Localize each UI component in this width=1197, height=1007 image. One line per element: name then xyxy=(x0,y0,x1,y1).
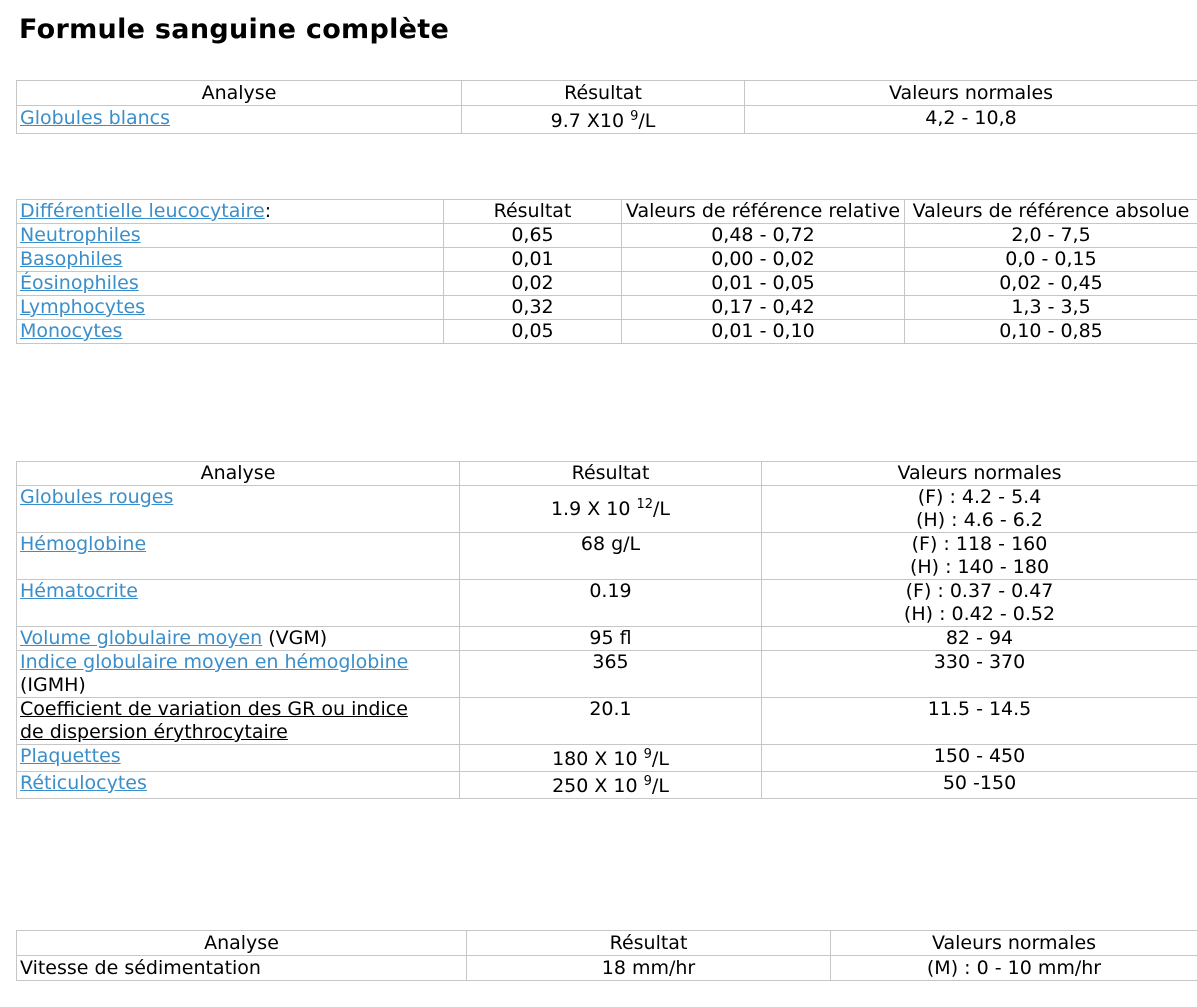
result-cell xyxy=(460,745,762,772)
table-row xyxy=(17,272,1197,296)
result-suffix: /L xyxy=(651,748,669,770)
header-valeurs-normales: Valeurs normales xyxy=(745,81,1197,106)
normal-cell: (M) : 0 - 10 mm/hr xyxy=(831,956,1197,981)
differentielle-leucocytaire-link[interactable]: Différentielle leucocytaire xyxy=(20,200,265,222)
result-cell: 95 fl xyxy=(460,627,762,651)
result-prefix: 180 X 10 xyxy=(552,748,644,770)
normal-cell: 330 - 370 xyxy=(762,651,1197,698)
absolute-cell: 0,02 - 0,45 xyxy=(905,272,1197,296)
table-row xyxy=(17,248,1197,272)
normal-cell: 50 -150 xyxy=(762,772,1197,799)
result-exponent: 9 xyxy=(630,109,639,124)
result-suffix: /L xyxy=(651,775,669,797)
result-cell: 0,05 xyxy=(444,320,622,344)
normal-male: (H) : 4.6 - 6.2 xyxy=(916,509,1043,531)
eosinophiles-link[interactable]: Éosinophiles xyxy=(20,272,139,294)
table-header-row xyxy=(17,462,1197,486)
basophiles-link[interactable]: Basophiles xyxy=(20,248,123,270)
result-cell: 0,32 xyxy=(444,296,622,320)
table-row xyxy=(17,224,1197,248)
normal-female: (F) : 0.37 - 0.47 xyxy=(905,580,1054,602)
analysis-name-cell: Vitesse de sédimentation xyxy=(17,956,467,981)
result-cell: 0,65 xyxy=(444,224,622,248)
header-analyse: Analyse xyxy=(17,462,460,486)
header-differentielle xyxy=(17,200,444,224)
neutrophiles-link[interactable]: Neutrophiles xyxy=(20,224,141,246)
table-row xyxy=(17,580,1197,627)
table-row xyxy=(17,698,1197,745)
normal-cell: 4,2 - 10,8 xyxy=(745,106,1197,134)
result-prefix: 9.7 X10 xyxy=(550,110,631,132)
normal-cell xyxy=(762,580,1197,627)
cv-label-line1: Coefficient de variation des GR ou indice xyxy=(20,698,408,720)
header-absolute: Valeurs de référence absolue xyxy=(905,200,1197,224)
result-cell: 365 xyxy=(460,651,762,698)
absolute-cell: 0,0 - 0,15 xyxy=(905,248,1197,272)
normal-cell xyxy=(762,486,1197,533)
result-cell: 20.1 xyxy=(460,698,762,745)
normal-female: (F) : 118 - 160 xyxy=(911,533,1048,555)
table-row xyxy=(17,956,1197,981)
rbc-table xyxy=(16,461,1197,799)
table-row xyxy=(17,320,1197,344)
header-resultat: Résultat xyxy=(462,81,745,106)
table-row xyxy=(17,533,1197,580)
result-cell xyxy=(460,486,762,533)
table-header-row xyxy=(17,931,1197,956)
header-resultat: Résultat xyxy=(460,462,762,486)
result-cell xyxy=(460,772,762,799)
absolute-cell: 2,0 - 7,5 xyxy=(905,224,1197,248)
normal-female: (F) : 4.2 - 5.4 xyxy=(917,486,1042,508)
globules-rouges-link[interactable]: Globules rouges xyxy=(20,486,174,508)
table-row xyxy=(17,486,1197,533)
normal-cell: 11.5 - 14.5 xyxy=(762,698,1197,745)
normal-cell: 150 - 450 xyxy=(762,745,1197,772)
absolute-cell: 0,10 - 0,85 xyxy=(905,320,1197,344)
absolute-cell: 1,3 - 3,5 xyxy=(905,296,1197,320)
header-valeurs-normales: Valeurs normales xyxy=(762,462,1197,486)
table-row xyxy=(17,772,1197,799)
igmh-link[interactable]: Indice globulaire moyen en hémoglobine xyxy=(20,651,409,673)
vgm-abbr: (VGM) xyxy=(262,627,328,649)
plaquettes-link[interactable]: Plaquettes xyxy=(20,745,121,767)
result-exponent: 9 xyxy=(643,747,652,762)
result-cell: 0.19 xyxy=(460,580,762,627)
reticulocytes-link[interactable]: Réticulocytes xyxy=(20,772,147,794)
result-cell: 0,02 xyxy=(444,272,622,296)
result-cell: 0,01 xyxy=(444,248,622,272)
header-colon: : xyxy=(264,200,272,222)
normal-cell: 82 - 94 xyxy=(762,627,1197,651)
result-prefix: 250 X 10 xyxy=(552,775,644,797)
vgm-link[interactable]: Volume globulaire moyen xyxy=(20,627,263,649)
table-header-row xyxy=(17,81,1197,106)
table-row xyxy=(17,296,1197,320)
wbc-table xyxy=(16,80,1197,134)
sedimentation-table xyxy=(16,930,1197,981)
hematocrite-link[interactable]: Hématocrite xyxy=(20,580,138,602)
table-row xyxy=(17,627,1197,651)
igmh-abbr: (IGMH) xyxy=(20,674,86,696)
relative-cell: 0,01 - 0,05 xyxy=(622,272,905,296)
result-suffix: /L xyxy=(653,497,671,520)
hemoglobine-link[interactable]: Hémoglobine xyxy=(20,533,147,555)
result-cell xyxy=(462,106,745,134)
result-exponent: 12 xyxy=(636,496,654,512)
table-row xyxy=(17,651,1197,698)
header-analyse: Analyse xyxy=(17,81,462,106)
analysis-name-cell xyxy=(17,106,462,134)
table-row xyxy=(17,106,1197,134)
lymphocytes-link[interactable]: Lymphocytes xyxy=(20,296,146,318)
result-cell: 68 g/L xyxy=(460,533,762,580)
result-exponent: 9 xyxy=(643,774,652,789)
header-relative: Valeurs de référence relative xyxy=(622,200,905,224)
relative-cell: 0,48 - 0,72 xyxy=(622,224,905,248)
relative-cell: 0,01 - 0,10 xyxy=(622,320,905,344)
normal-cell xyxy=(762,533,1197,580)
relative-cell: 0,00 - 0,02 xyxy=(622,248,905,272)
page-title: Formule sanguine complète xyxy=(19,14,450,45)
header-resultat: Résultat xyxy=(444,200,622,224)
result-suffix: /L xyxy=(638,110,656,132)
header-analyse: Analyse xyxy=(17,931,467,956)
result-prefix: 1.9 X 10 xyxy=(550,497,637,520)
result-cell: 18 mm/hr xyxy=(467,956,831,981)
relative-cell: 0,17 - 0,42 xyxy=(622,296,905,320)
header-valeurs-normales: Valeurs normales xyxy=(831,931,1197,956)
normal-male: (H) : 140 - 180 xyxy=(909,556,1050,578)
differential-table xyxy=(16,199,1197,344)
table-row xyxy=(17,745,1197,772)
header-resultat: Résultat xyxy=(467,931,831,956)
globules-blancs-link[interactable]: Globules blancs xyxy=(20,107,171,129)
cv-label-line2: de dispersion érythrocytaire xyxy=(20,721,288,743)
table-header-row xyxy=(17,200,1197,224)
monocytes-link[interactable]: Monocytes xyxy=(20,320,123,342)
normal-male: (H) : 0.42 - 0.52 xyxy=(903,603,1056,625)
